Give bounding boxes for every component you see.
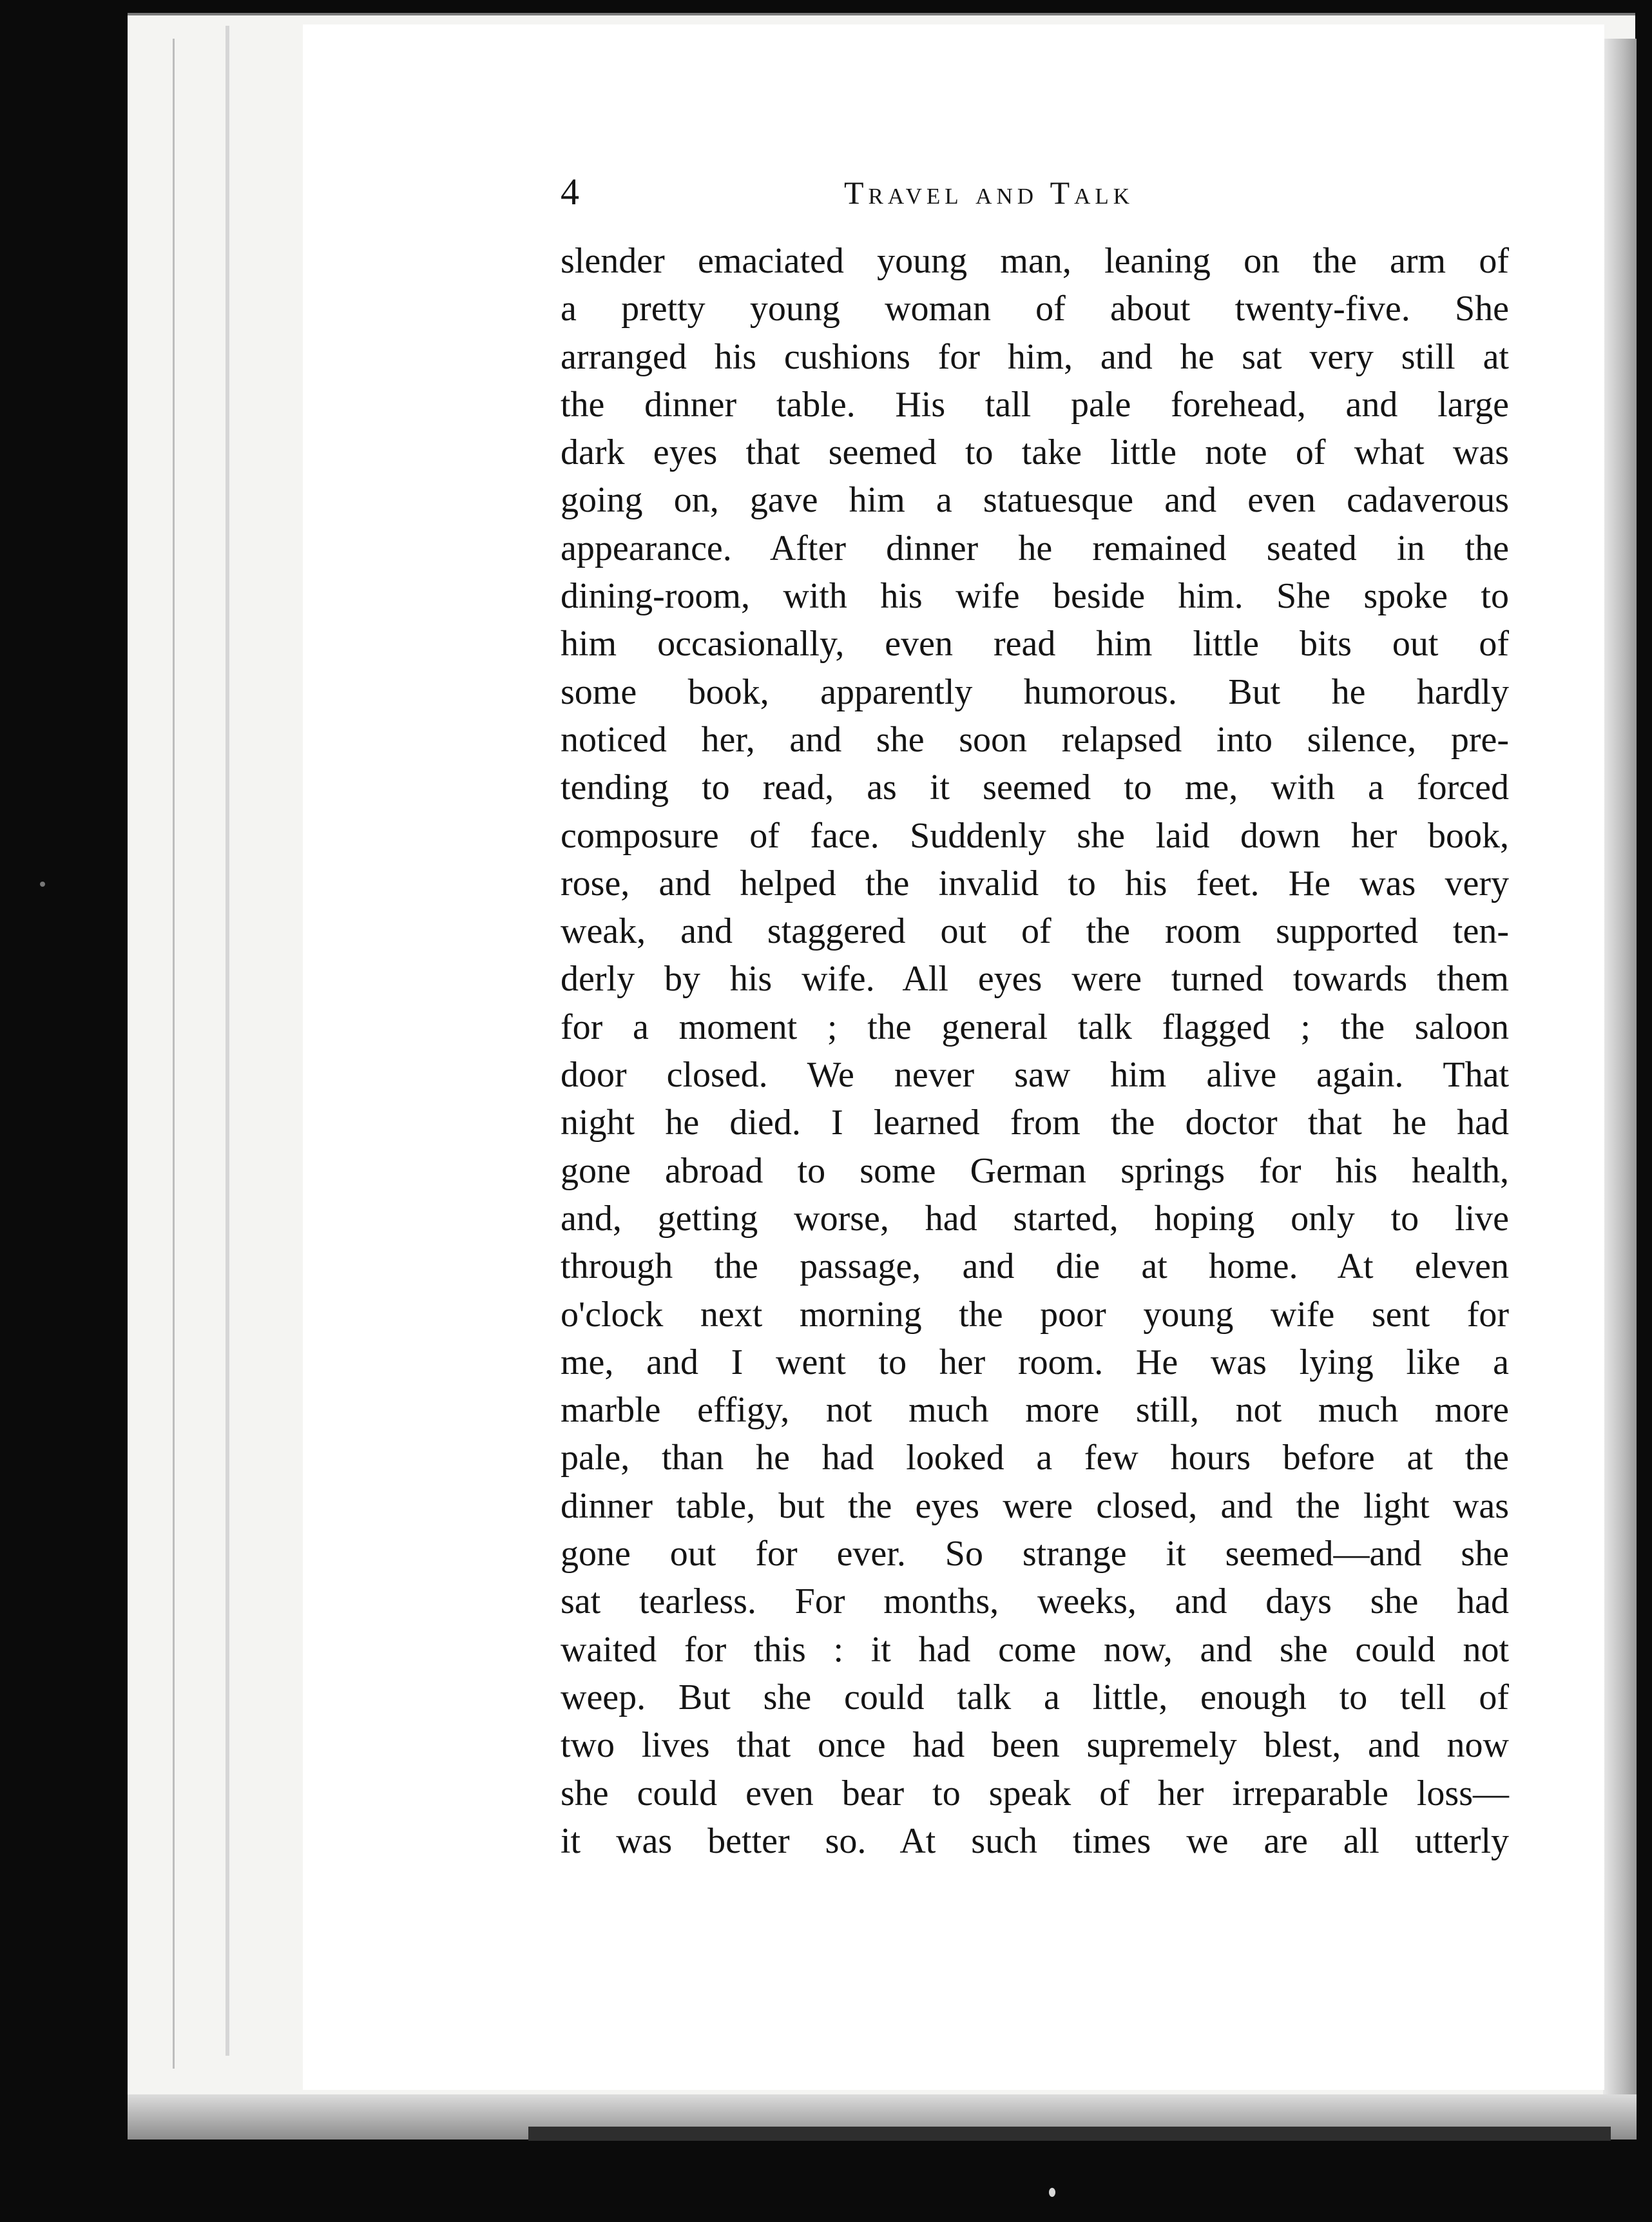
text-line: dinner table, but the eyes were closed, and the light was	[561, 1485, 1509, 1526]
text-line: arranged his cushions for him, and he sat very still at	[561, 336, 1509, 377]
text-line: marble effigy, not much more still, not much more	[561, 1390, 1509, 1431]
text-line: rose, and helped the invalid to his feet. He was very	[561, 863, 1509, 903]
running-head: Travel and Talk	[844, 175, 1135, 211]
text-line: gone out for ever. So strange it seemed—and she	[561, 1534, 1509, 1574]
text-line: two lives that once had been supremely blest, and now	[561, 1725, 1509, 1766]
text-line: gone abroad to some German springs for his health,	[561, 1150, 1509, 1191]
text-line: door closed. We never saw him alive again. That	[561, 1055, 1509, 1096]
text-line: me, and I went to her room. He was lying like a	[561, 1342, 1509, 1382]
text-line: derly by his wife. All eyes were turned towards them	[561, 959, 1509, 1000]
page-number: 4	[561, 171, 579, 213]
text-line: night he died. I learned from the doctor that he had	[561, 1103, 1509, 1143]
text-line: him occasionally, even read him little bits out of	[561, 624, 1509, 664]
text-line: and, getting worse, had started, hoping only to live	[561, 1198, 1509, 1239]
text-line: weak, and staggered out of the room supported ten-	[561, 911, 1509, 952]
page-header	[561, 166, 1256, 218]
text-line: tending to read, as it seemed to me, with a forced	[561, 768, 1509, 808]
text-line: the dinner table. His tall pale forehead, and large	[561, 384, 1509, 425]
text-line: dark eyes that seemed to take little note of what was	[561, 432, 1509, 473]
text-line: dining-room, with his wife beside him. She spoke to	[561, 576, 1509, 617]
text-line: sat tearless. For months, weeks, and days she had	[561, 1581, 1509, 1622]
text-line: for a moment ; the general talk flagged ; the saloon	[561, 1007, 1509, 1047]
text-line: waited for this : it had come now, and she could not	[561, 1629, 1509, 1670]
body-text	[561, 237, 1509, 1865]
text-line: o'clock next morning the poor young wife sent for	[561, 1294, 1509, 1335]
text-line: through the passage, and die at home. At eleven	[561, 1246, 1509, 1287]
page-edge-line	[226, 26, 229, 2056]
text-line: it was better so. At such times we are all utterly	[561, 1821, 1509, 1861]
text-line: some book, apparently humorous. But he hardly	[561, 671, 1509, 712]
text-line: she could even bear to speak of her irreparable loss—	[561, 1773, 1509, 1813]
text-line: pale, than he had looked a few hours before at the	[561, 1438, 1509, 1478]
text-line: a pretty young woman of about twenty-five. She	[561, 289, 1509, 329]
page-edge-line	[173, 39, 175, 2069]
text-line: weep. But she could talk a little, enough to tell of	[561, 1677, 1509, 1717]
text-line: composure of face. Suddenly she laid down her book,	[561, 815, 1509, 856]
binding-strip	[528, 2127, 1611, 2141]
scan-speck	[40, 882, 45, 887]
scan-speck	[1049, 2188, 1055, 2197]
page-edge-shadow	[1603, 39, 1637, 2133]
text-line: appearance. After dinner he remained seated in the	[561, 528, 1509, 568]
text-line: going on, gave him a statuesque and even cadaverous	[561, 480, 1509, 521]
text-line: slender emaciated young man, leaning on the arm of	[561, 241, 1509, 281]
text-line: noticed her, and she soon relapsed into silence, pre-	[561, 719, 1509, 760]
